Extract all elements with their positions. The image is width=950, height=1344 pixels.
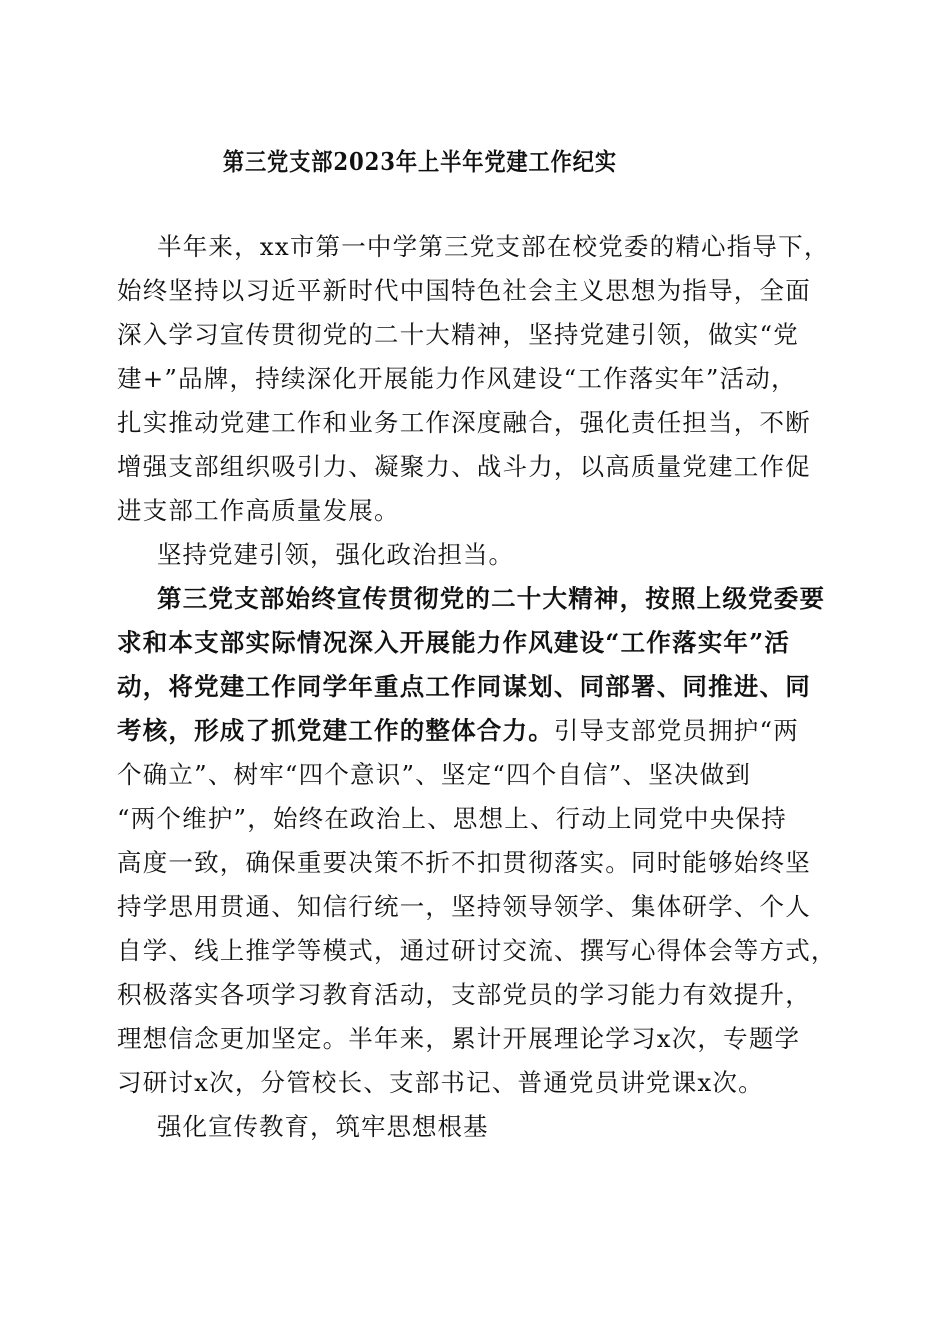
section-heading: 坚持党建引领，强化政治担当。	[157, 540, 514, 569]
paragraph-line: 始终坚持以习近平新时代中国特色社会主义思想为指导，全面	[117, 276, 811, 305]
paragraph-line: 自学、线上推学等模式，通过研讨交流、撰写心得体会等方式，	[117, 936, 837, 965]
paragraph-line	[117, 711, 799, 751]
document-title: 第三党支部2023年上半年党建工作纪实	[222, 147, 617, 176]
paragraph-line: 半年来，xx市第一中学第三党支部在校党委的精心指导下，	[157, 232, 830, 261]
paragraph-line: 持学思用贯通、知信行统一，坚持领导领学、集体研学、个人	[117, 892, 811, 921]
paragraph-line-bold-part: 考核，形成了抓党建工作的整体合力。	[117, 716, 554, 745]
paragraph-line: 建+”品牌，持续深化开展能力作风建设“工作落实年”活动，	[117, 364, 797, 393]
section-heading: 强化宣传教育，筑牢思想根基	[157, 1112, 489, 1141]
paragraph-line: 深入学习宣传贯彻党的二十大精神，坚持党建引领，做实“党	[117, 320, 799, 349]
paragraph-line: 扎实推动党建工作和业务工作深度融合，强化责任担当，不断	[117, 408, 811, 437]
paragraph-line-regular-part: 引导支部党员拥护“两	[553, 716, 799, 745]
paragraph-line: 个确立”、树牢“四个意识”、坚定“四个自信”、坚决做到	[117, 760, 752, 789]
paragraph-line: 增强支部组织吸引力、凝聚力、战斗力，以高质量党建工作促	[117, 452, 811, 481]
paragraph-line: 动，将党建工作同学年重点工作同谋划、同部署、同推进、同	[117, 672, 811, 701]
paragraph-line: 第三党支部始终宣传贯彻党的二十大精神，按照上级党委要	[157, 584, 826, 613]
paragraph-line: 积极落实各项学习教育活动，支部党员的学习能力有效提升，	[117, 980, 811, 1009]
paragraph-line: 高度一致，确保重要决策不折不扣贯彻落实。同时能够始终坚	[117, 848, 811, 877]
paragraph-line: 求和本支部实际情况深入开展能力作风建设“工作落实年”活	[117, 628, 791, 657]
paragraph-line: 进支部工作高质量发展。	[117, 496, 400, 525]
paragraph-line: 理想信念更加坚定。半年来，累计开展理论学习x次，专题学	[117, 1024, 801, 1053]
paragraph-line: “两个维护”，始终在政治上、思想上、行动上同党中央保持	[117, 804, 787, 833]
paragraph-line: 习研讨x次，分管校长、支部书记、普通党员讲党课x次。	[117, 1068, 764, 1097]
